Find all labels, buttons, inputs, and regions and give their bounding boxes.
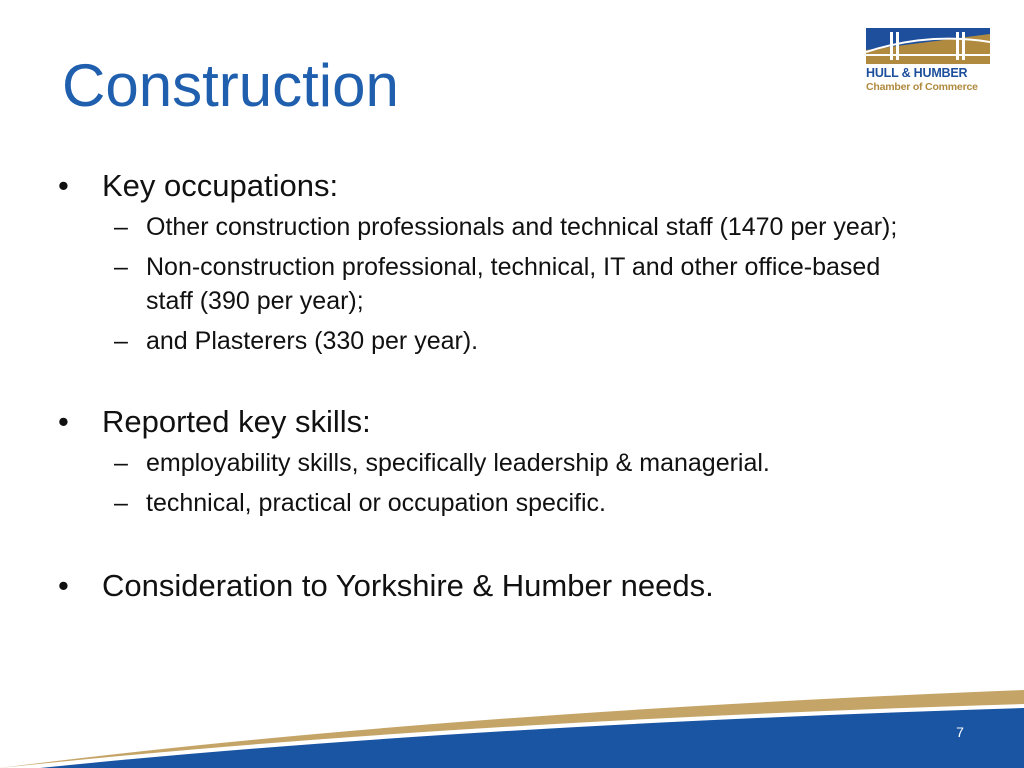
- chamber-logo: [866, 28, 992, 98]
- sub-item: [58, 446, 958, 480]
- slide-content: [58, 164, 958, 608]
- sub-item: [58, 324, 958, 358]
- bullet-marker: •: [58, 168, 69, 203]
- dash-marker: –: [114, 213, 128, 241]
- sub-item: [58, 486, 958, 520]
- logo-subtitle: Chamber of Commerce: [866, 81, 978, 93]
- sub-item-text: and Plasterers (330 per year).: [146, 327, 479, 355]
- bullet-text: Key occupations:: [102, 168, 339, 203]
- footer-wave: [0, 680, 1024, 768]
- sub-item: [58, 210, 958, 244]
- spacer: [58, 526, 958, 564]
- bridge-logo-icon: [866, 28, 990, 64]
- spacer: [58, 364, 958, 400]
- bullet-consideration: [58, 564, 958, 608]
- dash-marker: –: [114, 489, 128, 517]
- sub-item-text: employability skills, specifically leadership & managerial.: [146, 449, 770, 477]
- sub-item-text: technical, practical or occupation specific.: [146, 489, 606, 517]
- bullet-text: Consideration to Yorkshire & Humber needs.: [102, 568, 714, 603]
- bullet-key-occupations: [58, 164, 958, 208]
- dash-marker: –: [114, 327, 128, 355]
- bullet-marker: •: [58, 404, 69, 439]
- bullet-reported-key-skills: [58, 400, 958, 444]
- sub-item-text: Other construction professionals and technical staff (1470 per year);: [146, 213, 898, 241]
- bullet-text: Reported key skills:: [102, 404, 371, 439]
- sub-item-text: Non-construction professional, technical, IT and other office-based staff (390 per year);: [146, 253, 881, 315]
- dash-marker: –: [114, 449, 128, 477]
- page-number: 7: [956, 724, 964, 740]
- logo-title: HULL & HUMBER: [866, 66, 968, 80]
- sub-item: [58, 250, 958, 318]
- slide-title: Construction: [62, 52, 399, 119]
- bullet-marker: •: [58, 568, 69, 603]
- dash-marker: –: [114, 253, 128, 281]
